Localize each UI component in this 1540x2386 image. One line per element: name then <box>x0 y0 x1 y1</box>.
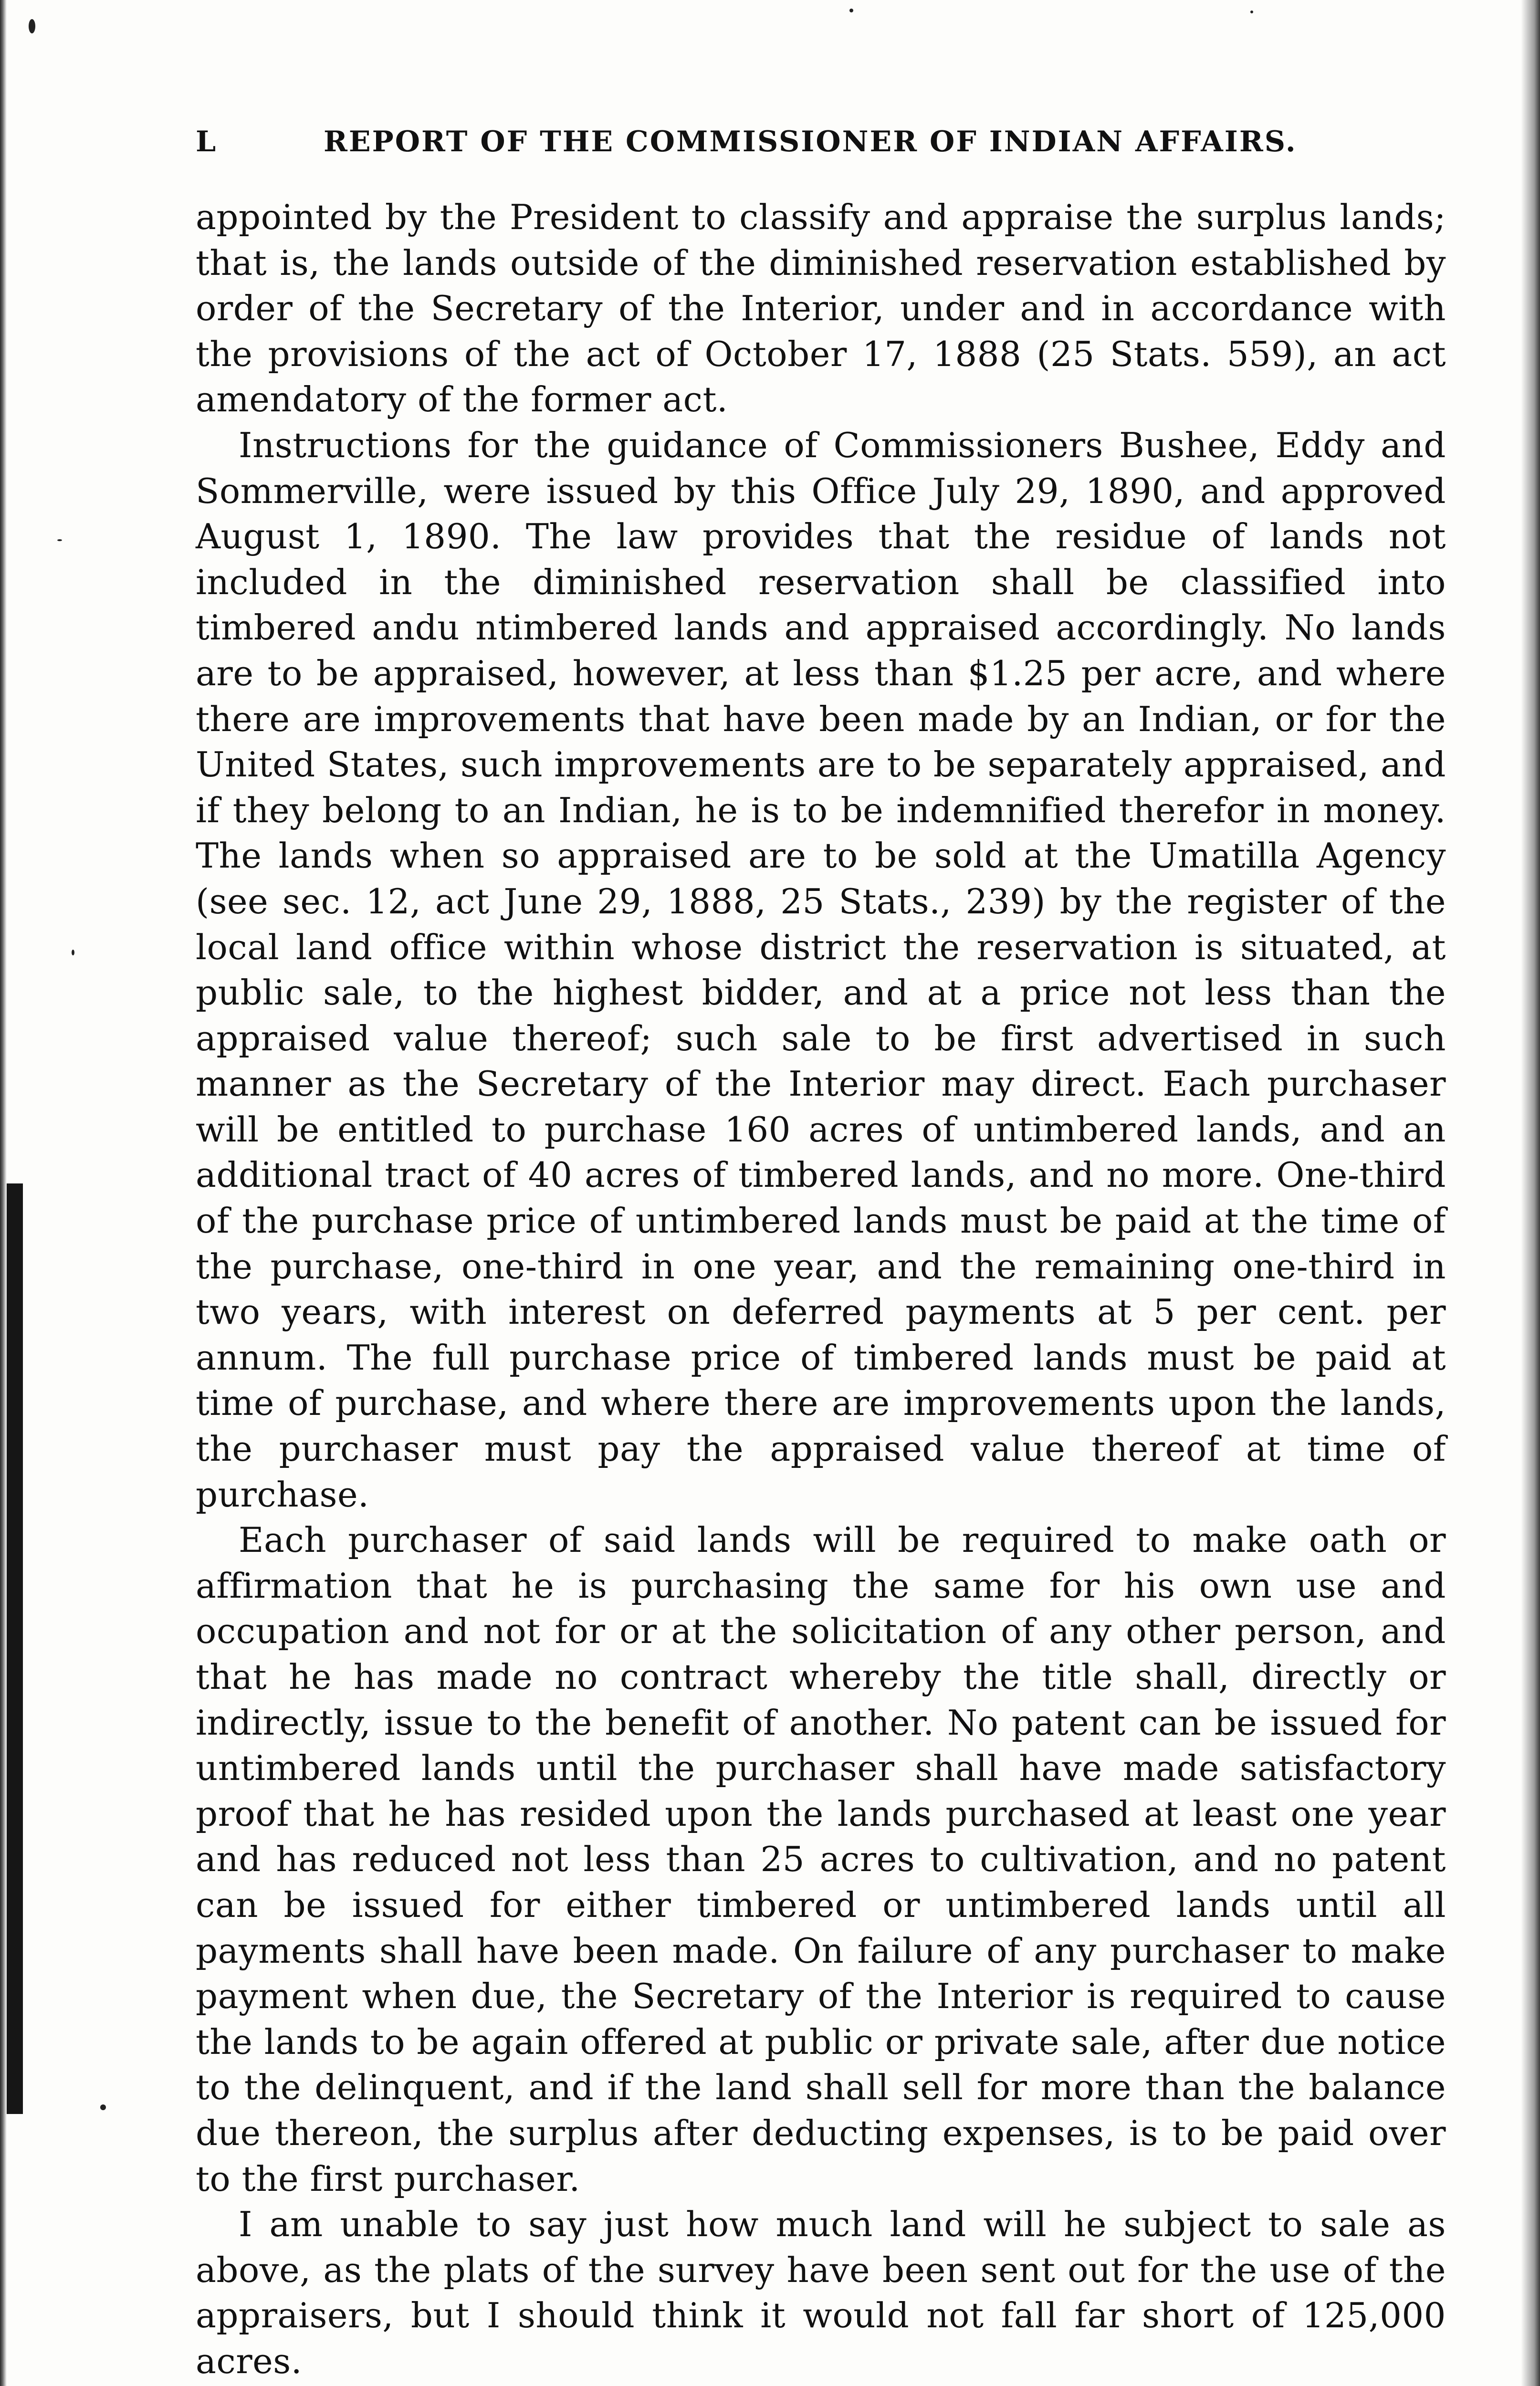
scan-speck <box>57 539 62 541</box>
paragraph: Each purchaser of said lands will be required to make oath or affirmation that he is purchasing the same for his own use and occupation and not for or at the solicitation of any other person, and that he has made no contract whereby the title shall, directly or indirectly, issue to the benefit of another. No patent can be issued for untimbered lands until the purchaser shall have made satisfactory proof that he has resided upon the lands purchased at least one year and has reduced not less than 25 acres to cultivation, and no patent can be issued for either timbered or untimbered lands until all payments shall have been made. On failure of any purchaser to make payment when due, the Secretary of the Interior is required to cause the lands to be again offered at public or private sale, after due notice to the delinquent, and if the land shall sell for more than the balance due thereon, the surplus after deducting expenses, is to be paid over to the first purchaser. <box>196 1520 1446 2199</box>
scan-speck <box>72 950 74 955</box>
scan-binding-shadow <box>7 1183 23 2114</box>
scan-speck <box>29 19 35 33</box>
scan-edge-left <box>0 0 7 2386</box>
page-number: L <box>196 125 218 158</box>
paragraph: I am unable to say just how much land will he subject to sale as above, as the plats of the survey have been sent out for the use of the appraisers, but I should think it would not fall far short of 125,000 acres. <box>196 2204 1446 2381</box>
running-header <box>196 125 1374 168</box>
scan-edge-right <box>1521 0 1540 2386</box>
scan-speck <box>100 2104 106 2110</box>
scan-speck <box>1250 10 1253 13</box>
body-text <box>196 195 1446 2385</box>
paragraph-continued: appointed by the President to classify and appraise the surplus lands; that is, the lands outside of the diminished reservation established by order of the Secretary of the Interior, under and in accordance with the provisions of the act of October 17, 1888 (25 Stats. 559), an act amendatory of the former act. <box>196 197 1446 420</box>
running-title: REPORT OF THE COMMISSIONER OF INDIAN AFFAIRS. <box>324 125 1297 158</box>
paragraph: Instructions for the guidance of Commissioners Bushee, Eddy and Sommerville, were issued by this Office July 29, 1890, and approved August 1, 1890. The law provides that the residue of lands not included in the diminished reservation shall be classified into timbered andu ntimbered lands and appraised accordingly. No lands are to be appraised, however, at less than $1.25 per acre, and where there are improvements that have been made by an Indian, or for the United States, such improvements are to be separately appraised, and if they belong to an Indian, he is to be indemnified therefor in money. The lands when so appraised are to be sold at the Umatilla Agency (see sec. 12, act June 29, 1888, 25 Stats., 239) by the register of the local land office within whose district the reservation is situated, at public sale, to the highest bidder, and at a price not less than the appraised value thereof; such sale to be first advertised in such manner as the Secretary of the Interior may direct. Each purchaser will be entitled to purchase 160 acres of untimbered lands, and an additional tract of 40 acres of timbered lands, and no more. One-third of the purchase price of untimbered lands must be paid at the time of the purchase, one-third in one year, and the remaining one-third in two years, with interest on deferred payments at 5 per cent. per annum. The full purchase price of timbered lands must be paid at time of purchase, and where there are improvements upon the lands, the purchaser must pay the appraised value thereof at time of purchase. <box>196 425 1446 1515</box>
scan-speck <box>849 9 853 12</box>
